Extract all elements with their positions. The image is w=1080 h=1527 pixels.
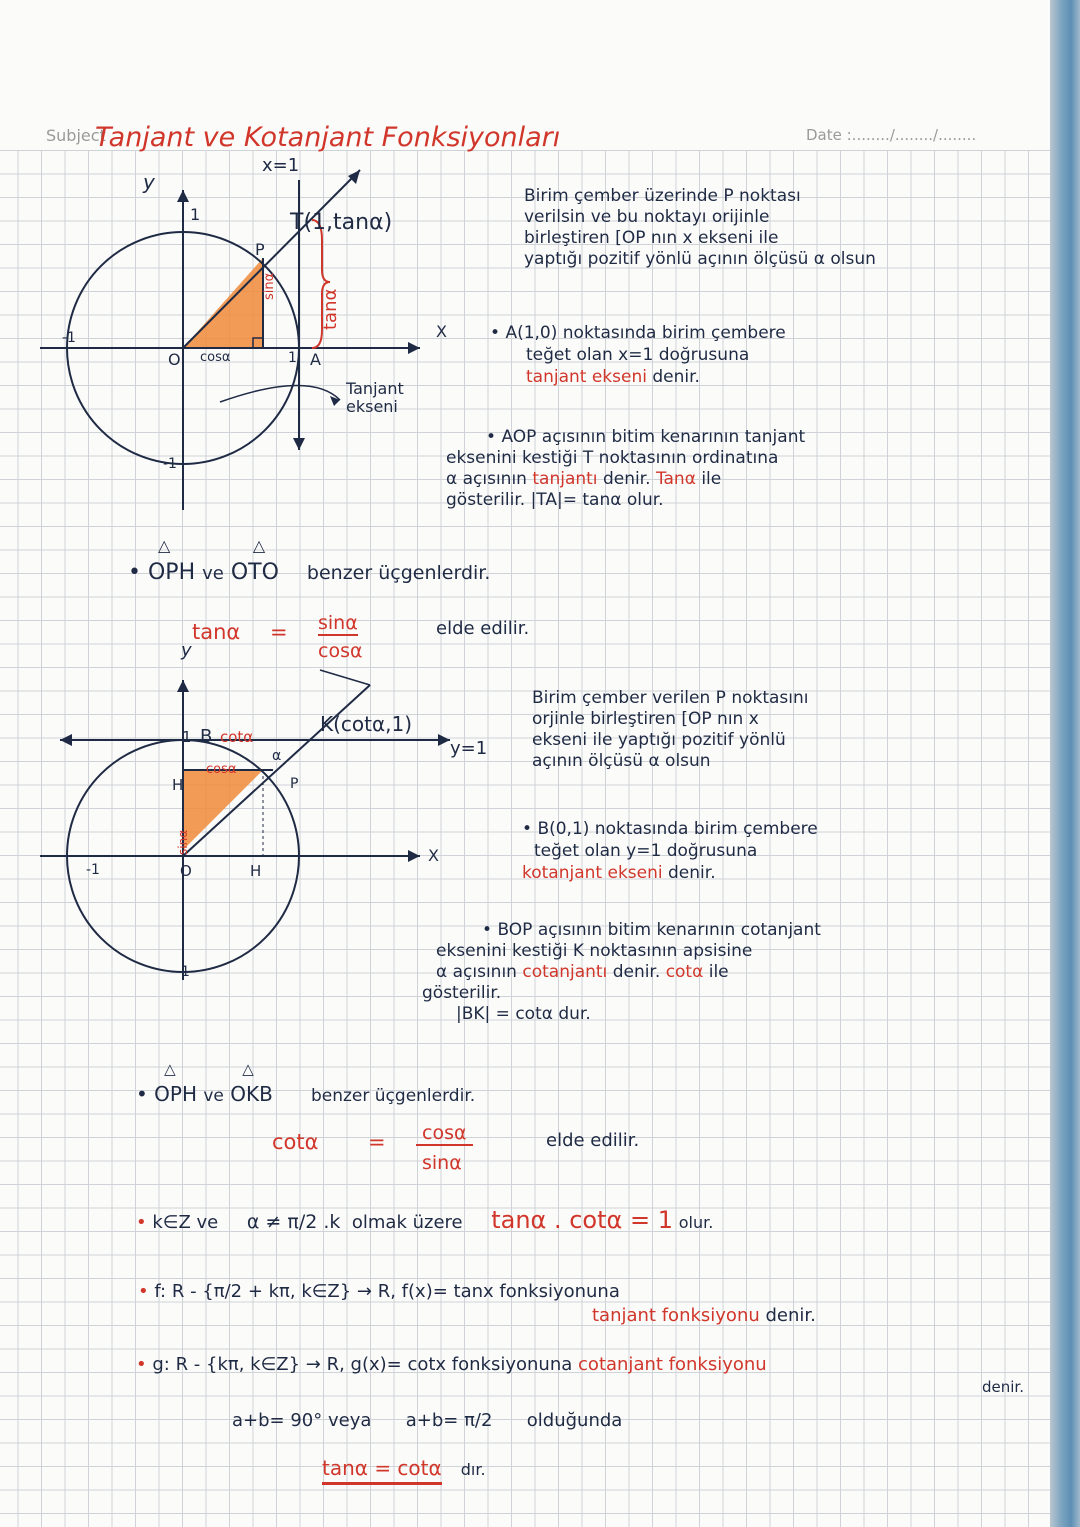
sim1-tri1: △ OPH	[147, 536, 196, 585]
fig2-x-label: X	[428, 846, 439, 865]
fig2-minus1-left: -1	[86, 862, 100, 878]
rule1-mid: olmak üzere	[351, 1212, 463, 1233]
fig1-t-point: T(1,tanα)	[290, 210, 393, 235]
fig2-origin-label: O	[180, 862, 192, 880]
para1-line4: yaptığı pozitif yönlü açının ölçüsü α olsun	[524, 249, 876, 269]
fig1-x-eq-label: x=1	[262, 155, 300, 176]
eq2-lhs: cotα	[272, 1130, 319, 1154]
fig1-p-label: P	[255, 240, 265, 259]
fig1-tangent-axis-label: Tanjant ekseni	[346, 379, 404, 416]
para4-line2: orjinle birleştiren [OP nın x	[532, 709, 759, 729]
para3: • AOP açısının bitim kenarının tanjant eksenini kestiği T noktasının ordinatına α açısının tanjantı denir. Tanα ile gösterilir. |TA|= tanα olur.	[446, 427, 806, 510]
rule3-def: g: R - {kπ, k∈Z} → R, g(x)= cotx fonksiyonuna	[152, 1354, 573, 1375]
para3-line2: eksenini kestiği T noktasının ordinatına	[446, 448, 779, 468]
fig1-a-label: A	[310, 350, 321, 369]
tangent-unit-circle-figure	[40, 160, 480, 540]
fig1-one-x: 1	[288, 350, 297, 366]
fig1-minus1-left: -1	[62, 330, 76, 346]
page-title: Tanjant ve Kotanjant Fonksiyonları	[95, 122, 561, 153]
rule2-def: f: R - {π/2 + kπ, k∈Z} → R, f(x)= tanx fonksiyonuna	[154, 1281, 620, 1302]
rule4-result: tanα = cotα dır.	[322, 1456, 486, 1480]
fig2-p-label: P	[290, 776, 299, 792]
sim1-text: benzer üçgenlerdir.	[306, 562, 491, 584]
fig1-minus1-bottom: -1	[163, 456, 177, 472]
fig2-cot-label: cotα	[220, 728, 254, 746]
para5: • B(0,1) noktasında birim çembere teğet olan y=1 doğrusuna kotanjant ekseni denir.	[522, 819, 818, 883]
para3-tana: Tanα	[655, 469, 696, 489]
eq2-text: elde edilir.	[546, 1130, 640, 1151]
rule2: • f: R - {π/2 + kπ, k∈Z} → R, f(x)= tanx fonksiyonuna tanjant fonksiyonu denir.	[138, 1281, 816, 1326]
para2: • A(1,0) noktasında birim çembere teğet olan x=1 doğrusuna tanjant ekseni denir.	[490, 323, 786, 387]
fig1-one-top: 1	[190, 205, 201, 224]
rule4-olduğunda: olduğunda	[526, 1410, 623, 1431]
eq1-lhs: tanα	[192, 620, 241, 644]
fig2-minus1-bottom: -1	[176, 964, 190, 980]
para1-line2: verilsin ve bu noktayı orijinle	[524, 207, 770, 227]
fig2-alpha-top: α	[272, 748, 282, 764]
fig2-y-label: y	[181, 640, 192, 661]
rule1-cond: k∈Z ve	[152, 1212, 219, 1233]
rule1: • k∈Z ve α ≠ π/2 .k olmak üzere tanα . cotα = 1 olur.	[136, 1206, 714, 1234]
fig2-h2-label: H	[250, 862, 262, 880]
fig2-b-label: B	[200, 726, 213, 747]
date-label: Date :......../......../........	[806, 126, 977, 144]
para2-tangent-axis: tanjant ekseni	[526, 367, 647, 387]
para1-line1: Birim çember üzerinde P noktası	[524, 186, 801, 206]
similar-triangles-2: • △ OPH ve △ OKB benzer üçgenlerdir.	[136, 1060, 476, 1106]
para4-line1: Birim çember verilen P noktasını	[532, 688, 809, 708]
fig2-cos-label: cosα	[206, 762, 237, 777]
para3-line4: gösterilir. |TA|= tanα olur.	[446, 490, 664, 510]
eq1-denominator: cosα	[318, 640, 363, 662]
para1	[524, 186, 876, 270]
fig2-sin-label: sinα	[176, 829, 190, 855]
fig1-cos-label: cosα	[200, 350, 231, 365]
triangle-oph-shading	[183, 258, 263, 348]
similar-triangles-1: • △ OPH ve △ OTO benzer üçgenlerdir.	[128, 536, 491, 585]
para6-line2: eksenini kestiği K noktasının apsisine	[436, 941, 753, 961]
para6-line1: BOP açısının bitim kenarının cotanjant	[497, 920, 821, 940]
para6: • BOP açısının bitim kenarının cotanjant eksenini kestiği K noktasının apsisine α açısının cotanjantı denir. cotα ile gösterilir. |BK| = cotα dur.	[422, 920, 821, 1024]
fig1-tan-label: tanα	[320, 288, 341, 330]
eq1-numerator: sinα	[318, 612, 358, 634]
para4-line4: açının ölçüsü α olsun	[532, 751, 711, 771]
para2-denir: denir.	[652, 367, 700, 387]
subject-label: Subject	[46, 126, 106, 145]
para2-line1: A(1,0) noktasında birim çembere	[505, 323, 786, 343]
fig1-x-label: X	[436, 322, 447, 341]
para5-denir: denir.	[668, 863, 716, 883]
rule3-cotanjant-fonksiyonu: cotanjant fonksiyonu	[578, 1354, 767, 1375]
para6-cota: cotα	[665, 962, 704, 982]
para5-kotanjant-axis: kotanjant ekseni	[522, 863, 663, 883]
eq1-text: elde edilir.	[436, 618, 530, 639]
fig1-y-label: y	[143, 170, 155, 194]
fig1-origin-label: O	[168, 350, 181, 369]
para5-line1: B(0,1) noktasında birim çembere	[537, 819, 818, 839]
para3-line1: AOP açısının bitim kenarının tanjant	[501, 427, 806, 447]
eq2-numerator: cosα	[416, 1122, 473, 1146]
fig2-y-eq: y=1	[450, 738, 488, 759]
notebook-spine	[1050, 0, 1080, 1527]
para6-line4: gösterilir.	[422, 983, 502, 1003]
sim2-text: benzer üçgenlerdir.	[310, 1086, 476, 1106]
rule4-cond-b: a+b= π/2	[405, 1410, 493, 1431]
rule4-identity: tanα = cotα	[322, 1456, 442, 1485]
fig2-one-label: 1	[182, 728, 192, 746]
rule1-identity: tanα . cotα = 1	[491, 1206, 673, 1234]
sim2-tri2: △ OKB	[230, 1060, 273, 1106]
fig2-h-label: H	[172, 776, 184, 794]
rule1-expr: α ≠ π/2 .k	[246, 1211, 341, 1233]
fig2-k-point: K(cotα,1)	[320, 712, 413, 736]
para6-cotanjanti: cotanjantı	[522, 962, 608, 982]
cotangent-unit-circle-figure	[40, 660, 480, 990]
para5-line2: teğet olan y=1 doğrusuna	[534, 841, 758, 861]
rule4-cond-a: a+b= 90° veya	[232, 1410, 372, 1431]
rule4	[232, 1410, 622, 1431]
para1-line3: birleştiren [OP nın x ekseni ile	[524, 228, 779, 248]
para6-line5: |BK| = cotα dur.	[456, 1004, 591, 1024]
para3-tanjanti: tanjantı	[532, 469, 598, 489]
eq2-denominator: sinα	[422, 1152, 462, 1174]
para2-line2: teğet olan x=1 doğrusuna	[526, 345, 750, 365]
fig1-sin-label: sinα	[262, 272, 277, 300]
sim1-tri2: △ OTO	[230, 536, 279, 585]
rule3: • g: R - {kπ, k∈Z} → R, g(x)= cotx fonksiyonuna cotanjant fonksiyonu denir.	[136, 1354, 1024, 1396]
para4	[532, 688, 809, 772]
rule2-tanjant-fonksiyonu: tanjant fonksiyonu	[592, 1305, 760, 1326]
para4-line3: ekseni ile yaptığı pozitif yönlü	[532, 730, 786, 750]
triangle-ohp-shading	[183, 770, 263, 850]
sim2-tri1: △ OPH	[154, 1060, 197, 1106]
